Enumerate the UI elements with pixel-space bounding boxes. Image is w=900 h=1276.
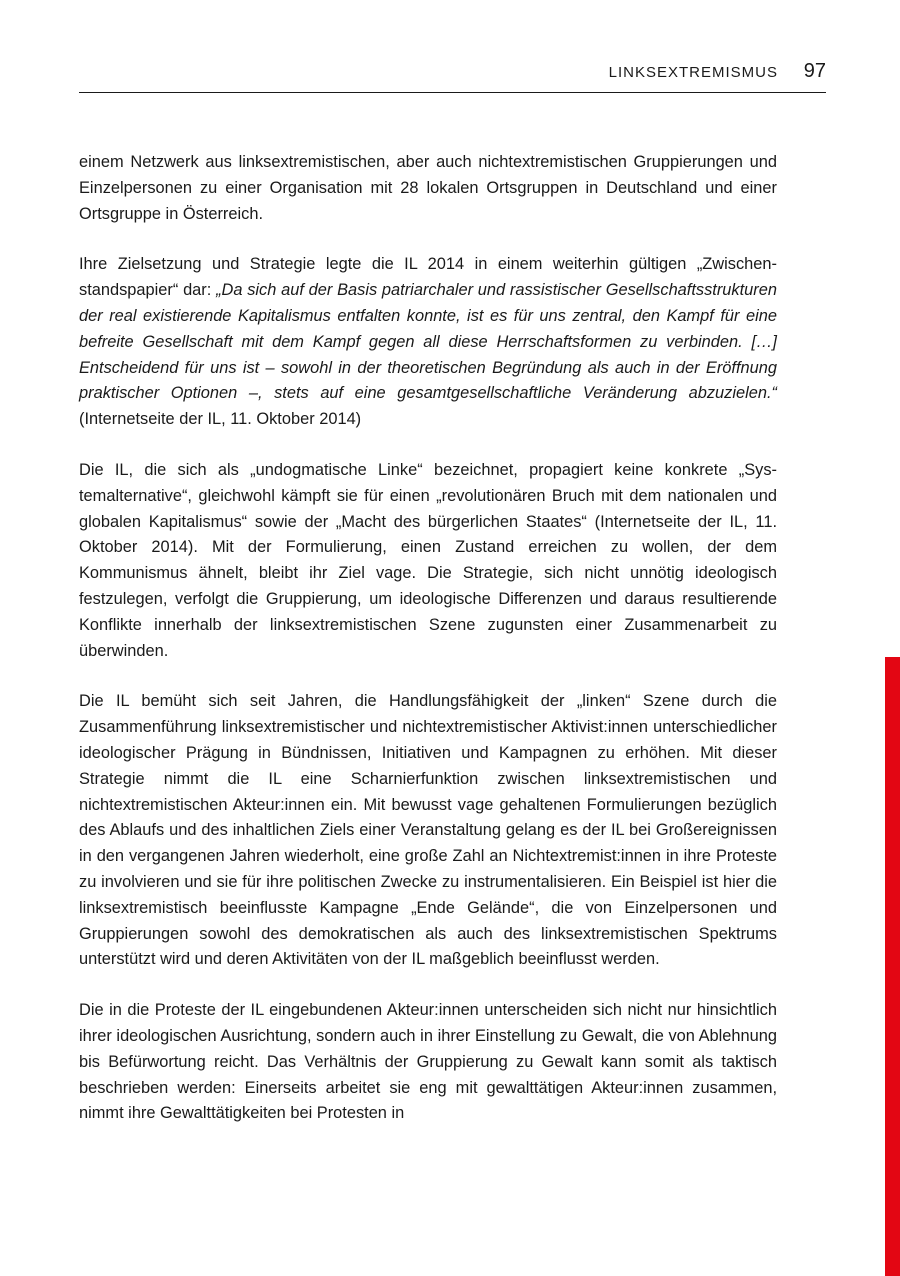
paragraph-5: Die in die Proteste der IL eingebundenen Akteur:innen unterscheiden sich nicht nur hinsichtlich ihrer ideologischen Ausrichtung, sondern auch in ihrer Einstellung zu Gewalt, die von Ablehnung bis Befürwortung reicht. Das Verhältnis der Gruppierung zu Gewalt kann somit als taktisch beschrieben werden: Einerseits arbeitet sie eng mit gewalttätigen Akteur:innen zusammen, nimmt ihre Gewalttätigkeiten bei Protesten in xyxy=(79,1001,777,1123)
paragraph-4: Die IL bemüht sich seit Jahren, die Handlungsfähigkeit der „linken“ Szene durch die Zusammenführung linksextremistischer und nichtextremistischer Aktivist:innen unterschiedlicher ideologischer Prägung in Bündnissen, Initiativen und Kampagnen zu erhöhen. Mit dieser Strategie nimmt die IL eine Scharnierfunktion zwischen linksextremistischen und nichtextremistischen Akteur:innen ein. Mit bewusst vage gehaltenen Formulierungen bezüglich des Ablaufs und des inhaltlichen Ziels einer Veranstaltung gelang es der IL bei Großereignissen in den vergangenen Jahren wiederholt, eine große Zahl an Nichtextremist:innen in ihre Proteste zu involvieren und sie für ihre politischen Zwecke zu instrumentalisieren. Ein Beispiel ist hier die linksextremistisch beeinflusste Kampagne „Ende Gelände“, die von Einzelpersonen und Gruppierungen sowohl des demokratischen als auch des linksextremistischen Spektrums unterstützt wird und deren Aktivitäten von der IL maßgeblich beeinflusst werden. xyxy=(79,692,777,969)
body-text xyxy=(79,150,777,1152)
page-number: 97 xyxy=(803,60,826,82)
paragraph-2-source: (Internetseite der IL, 11. Oktober 2014) xyxy=(79,410,362,429)
paragraph-2 xyxy=(79,252,777,433)
page-header xyxy=(79,58,826,93)
paragraph-3: Die IL, die sich als „undogmatische Linke“ bezeichnet, propagiert keine konkrete „Systemalternative“, gleichwohl kämpft sie für einen „revolutionären Bruch mit dem nationalen und globalen Kapitalismus“ sowie der „Macht des bürgerlichen Staates“ (Internetseite der IL, 11. Oktober 2014). Mit der Formulierung, einen Zustand erreichen zu wollen, der dem Kommunismus ähnelt, bleibt ihr Ziel vage. Die Strategie, sich nicht unnötig ideologisch festzulegen, verfolgt die Gruppierung, um ideologische Differenzen und daraus resultierende Konflikte innerhalb der linksextremistischen Szene zugunsten einer Zusammenarbeit zu überwinden. xyxy=(79,460,777,660)
paragraph-2-quote: „Da sich auf der Basis patriarchaler und rassistischer Gesellschaftsstrukturen der real existierende Kapitalismus entfalten konnte, ist es für uns zentral, den Kampf für eine befreite Gesellschaft mit dem Kampf gegen all diese Herrschaftsformen zu verbinden. […] Entscheidend für uns ist – sowohl in der theoretischen Begründung als auch in der Eröffnung praktischer Optionen –, stets auf eine gesamtgesellschaftliche Veränderung abzuzielen.“ xyxy=(79,281,777,403)
paragraph-2-intro: Ihre Zielsetzung und Strategie legte die IL 2014 in einem weiterhin gültigen „Zwischenstandspapier“ dar: xyxy=(79,255,777,300)
chapter-marker-bar xyxy=(885,657,900,1276)
running-title: LINKSEXTREMISMUS xyxy=(608,64,778,81)
paragraph-1: einem Netzwerk aus linksextremistischen, aber auch nichtextremistischen Gruppierungen und Einzelpersonen zu einer Organisation mit 28 lokalen Ortsgruppen in Deutschland und einer Ortsgruppe in Österreich. xyxy=(79,153,777,223)
